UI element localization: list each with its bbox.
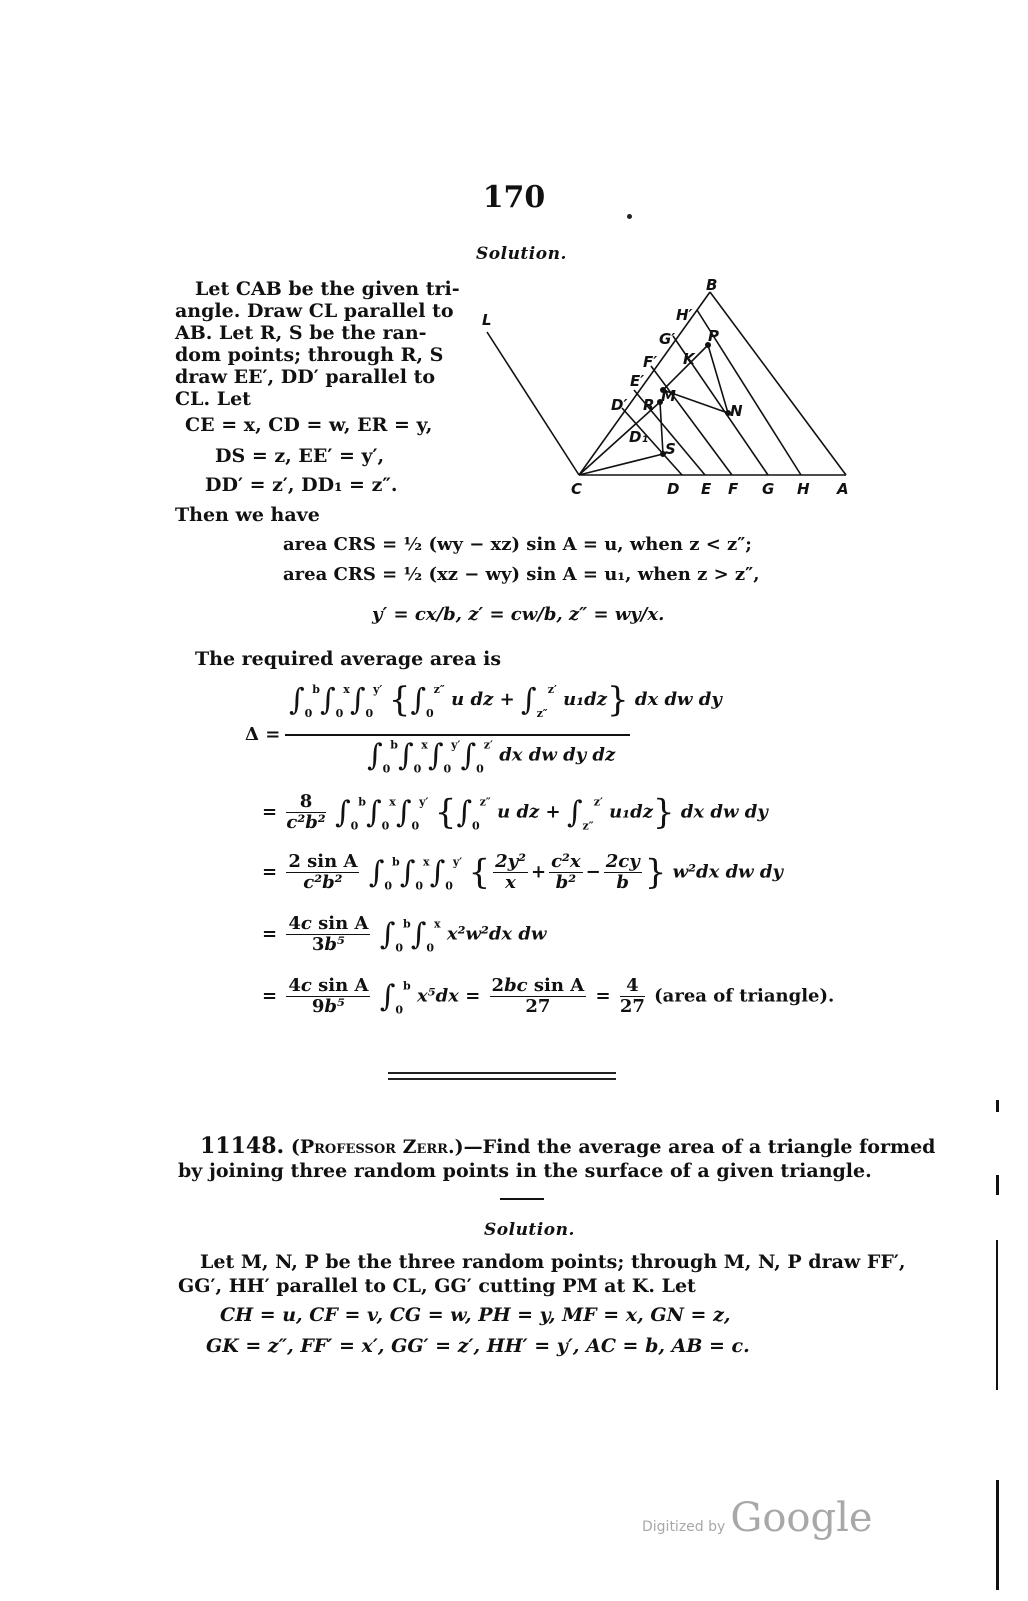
label-b: B [706, 276, 718, 294]
label-f: F [728, 480, 739, 498]
scan-edge-mark [996, 1480, 999, 1590]
digitized-by-google-badge [642, 1495, 873, 1541]
problem-text: —Find the average area of a triangle formed [463, 1136, 936, 1158]
label-m: M [661, 387, 676, 405]
label-l: L [482, 311, 492, 329]
short-rule [500, 1198, 544, 1200]
line-ba [710, 292, 846, 475]
definition-line: DD′ = z′, DD₁ = z″. [205, 474, 398, 496]
page-number: 170 [482, 180, 546, 215]
intro-line: draw EE′, DD′ parallel to [175, 366, 436, 388]
problem-text: by joining three random points in the surface of a given triangle. [178, 1160, 872, 1182]
step-3: = $\frac{\text{2 sin A}}{\text{c²b²}}$ $\int_0^b\int_0^x\int_0^{y'}$ { $\frac{\text{2y²}}{x}$ + $\frac{\text{c²x}}{\text{b²}}$ − $\frac{2cy}{b}$ } w²dx dw dy [262, 851, 783, 893]
step-2: = $\frac{8}{\text{c²b²}}$ $\int_0^b\int_0^x\int_0^{y'}$ {$\int_0^{z''}$ u dz + $\int_{z''}^{z'}$ u₁dz} dx dw dy [262, 791, 768, 833]
intro-paragraph [175, 278, 460, 410]
result-text: (area of triangle). [654, 985, 835, 1007]
separator-rule-bottom [388, 1078, 616, 1080]
intro-line: dom points; through R, S [175, 344, 444, 366]
step-4: = $\frac{\text{4c sin A}}{\text{3b⁵}}$ $\int_0^b\int_0^x$ x²w²dx dw [262, 913, 547, 955]
label-n: N [730, 402, 743, 420]
step-5: = $\frac{\text{4c sin A}}{\text{9b⁵}}$ $\int_0^b$ x⁵dx = $\frac{\text{2bc sin A}}{27}$ = $\frac{4}{27}$ (area of triangle). [262, 975, 835, 1017]
digitized-by-text: Digitized by [642, 1519, 726, 1535]
label-d-prime: D′ [611, 396, 628, 414]
label-d: D [667, 480, 680, 498]
intro-line: Let CAB be the given tri- [195, 278, 460, 300]
label-d1: D₁ [629, 428, 649, 446]
intro-line: AB. Let R, S be the ran- [175, 322, 427, 344]
solution2-definitions: CH = u, CF = v, CG = w, PH = y, MF = x, GN = z, [220, 1304, 731, 1326]
solution2-definitions: GK = z″, FF′ = x′, GG′ = z′, HH′ = y′, AC = b, AB = c. [206, 1335, 750, 1357]
speck [627, 214, 632, 219]
average-intro: The required average area is [195, 648, 502, 670]
definition-line: CE = x, CD = w, ER = y, [185, 414, 433, 436]
then-we-have: Then we have [175, 504, 320, 526]
solution2-paragraph [178, 1250, 906, 1298]
intro-line: CL. Let [175, 388, 251, 410]
label-k: K [683, 350, 695, 368]
separator-rule-top [388, 1072, 616, 1074]
label-r: R [643, 396, 655, 414]
scan-edge-mark [996, 1240, 998, 1390]
label-g: G [762, 480, 775, 498]
problem-author: (Professor Zerr.) [290, 1136, 464, 1158]
label-p: P [708, 327, 719, 345]
label-c: C [571, 480, 583, 498]
ratio-definitions: y′ = cx/b, z′ = cw/b, z″ = wy/x. [372, 604, 665, 625]
problem-statement [178, 1133, 936, 1183]
line-rs [660, 402, 663, 454]
solution2-line: Let M, N, P be the three random points; through M, N, P draw FF′, [200, 1251, 906, 1273]
definition-line: DS = z, EE′ = y′, [215, 445, 385, 467]
label-e: E [701, 480, 712, 498]
intro-line: angle. Draw CL parallel to [175, 300, 454, 322]
area-crs-line-2: area CRS = ½ (xz − wy) sin A = u₁, when z > z″, [283, 564, 760, 585]
line-cl [487, 332, 579, 475]
problem-number: 11148. [200, 1133, 285, 1159]
scan-edge-mark [996, 1175, 999, 1195]
google-logo: Google [730, 1495, 873, 1541]
scan-edge-mark [996, 1100, 999, 1112]
solution-heading: Solution. [476, 244, 567, 264]
label-s: S [665, 440, 676, 458]
label-h-prime: H′ [676, 306, 693, 324]
label-f-prime: F′ [643, 353, 658, 371]
average-area-formula: Δ = $\int_0^b\int_0^x\int_0^{y'}$ {$\int_0^{z''}$ u dz + $\int_{z''}^{z'}$ u₁dz} dx dw dy $\int_0^b\int_0^x\int_0^{y'}\int_0^{z'}$ dx dw dy dz [245, 680, 722, 776]
solution2-line: GG′, HH′ parallel to CL, GG′ cutting PM at K. Let [178, 1275, 696, 1297]
label-h: H [797, 480, 810, 498]
label-a: A [837, 480, 849, 498]
area-crs-line-1: area CRS = ½ (wy − xz) sin A = u, when z < z″; [283, 534, 752, 555]
solution-heading: Solution. [484, 1220, 575, 1240]
triangle-figure [470, 270, 870, 505]
label-e-prime: E′ [630, 372, 645, 390]
label-g-prime: G′ [659, 330, 676, 348]
